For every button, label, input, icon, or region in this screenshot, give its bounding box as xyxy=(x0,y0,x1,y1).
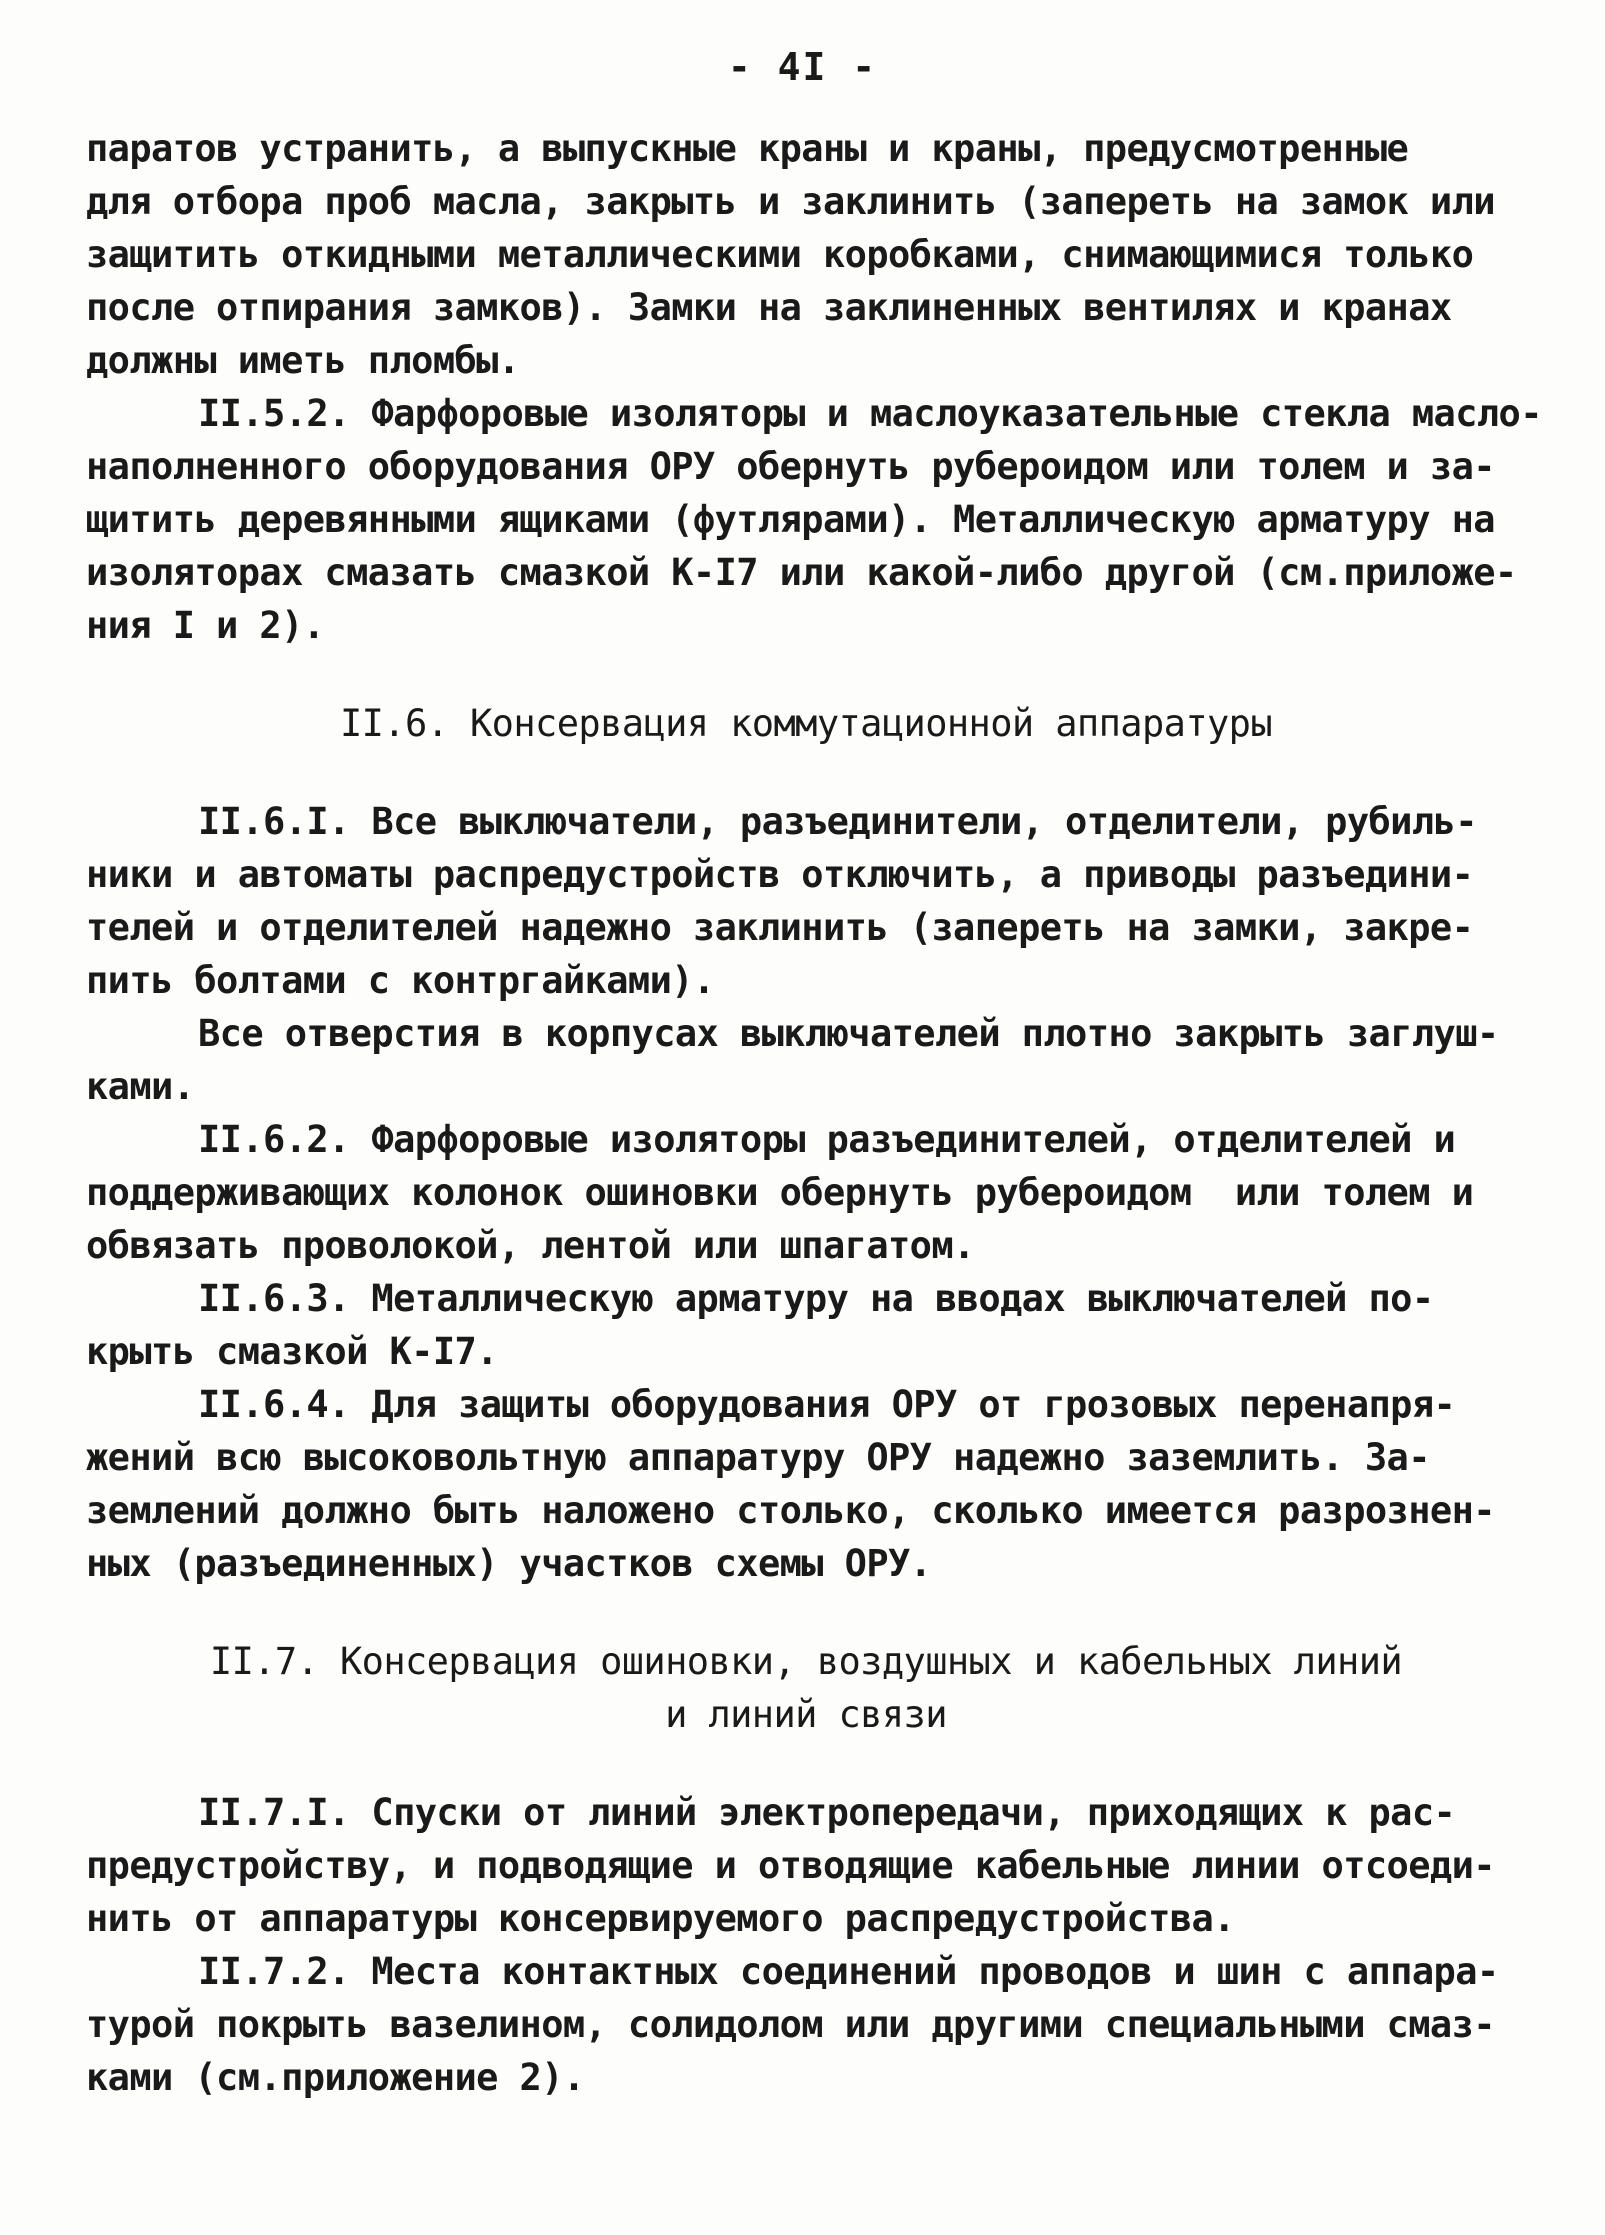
text-line: ники и автоматы распредустройств отключить, а приводы разъедини- xyxy=(86,853,1474,896)
section-heading-line: и линий связи xyxy=(665,1693,947,1736)
paragraph-first-line: II.6.3. Металлическую арматуру на вводах выключателей по- xyxy=(198,1277,1434,1320)
text-line: щитить деревянными ящиками (футлярами). Металлическую арматуру на xyxy=(86,498,1495,541)
text-line: жений всю высоковольтную аппаратуру ОРУ надежно заземлить. За- xyxy=(86,1436,1430,1479)
document-body xyxy=(86,122,1542,2104)
section-heading-line: II.7. Консервация ошиновки, воздушных и кабельных линий xyxy=(209,1640,1403,1683)
paragraph-first-line: II.7.I. Спуски от линий электропередачи, приходящих к рас- xyxy=(198,1791,1456,1834)
paragraph-first-line: Все отверстия в корпусах выключателей плотно закрыть заглуш- xyxy=(198,1012,1499,1055)
paragraph-first-line: II.5.2. Фарфоровые изоляторы и маслоуказательные стекла масло- xyxy=(198,392,1542,435)
text-line: землений должно быть наложено столько, сколько имеется разрознен- xyxy=(86,1489,1495,1532)
text-line: защитить откидными металлическими коробками, снимающимися только xyxy=(86,233,1474,276)
text-line: для отбора проб масла, закрыть и заклинить (запереть на замок или xyxy=(86,180,1495,223)
paragraph-first-line: II.7.2. Места контактных соединений проводов и шин с аппара- xyxy=(198,1950,1499,1993)
section-heading-line: II.6. Консервация коммутационной аппаратуры xyxy=(339,702,1273,745)
text-line: наполненного оборудования ОРУ обернуть рубероидом или толем и за- xyxy=(86,445,1495,488)
text-line: турой покрыть вазелином, солидолом или другими специальными смаз- xyxy=(86,2003,1495,2046)
paragraph-first-line: II.6.I. Все выключатели, разъединители, отделители, рубиль- xyxy=(198,800,1477,843)
text-line: ния I и 2). xyxy=(86,604,325,647)
text-line: поддерживающих колонок ошиновки обернуть рубероидом или толем и xyxy=(86,1171,1474,1214)
text-line: пить болтами с контргайками). xyxy=(86,959,715,1002)
text-line: предустройству, и подводящие и отводящие кабельные линии отсоеди- xyxy=(86,1844,1495,1887)
text-line: обвязать проволокой, лентой или шпагатом. xyxy=(86,1224,975,1267)
text-line: после отпирания замков). Замки на заклиненных вентилях и кранах xyxy=(86,286,1452,329)
text-line: изоляторах смазать смазкой К-I7 или какой-либо другой (см.приложе- xyxy=(86,551,1517,594)
section-heading xyxy=(86,1590,1526,1786)
text-line: нить от аппаратуры консервируемого распредустройства. xyxy=(86,1897,1235,1940)
text-line: паратов устранить, а выпускные краны и краны, предусмотренные xyxy=(86,127,1409,170)
section-heading xyxy=(86,652,1526,795)
text-line: крыть смазкой К-I7. xyxy=(86,1330,498,1373)
text-line: телей и отделителей надежно заклинить (запереть на замки, закре- xyxy=(86,906,1474,949)
page-number: - 4I - xyxy=(727,45,878,89)
text-line: ками. xyxy=(86,1065,195,1108)
text-line: должны иметь пломбы. xyxy=(86,339,520,382)
text-line: ных (разъединенных) участков схемы ОРУ. xyxy=(86,1542,932,1585)
paragraph-first-line: II.6.4. Для защиты оборудования ОРУ от грозовых перенапря- xyxy=(198,1383,1456,1426)
paragraph-first-line: II.6.2. Фарфоровые изоляторы разъединителей, отделителей и xyxy=(198,1118,1456,1161)
text-line: ками (см.приложение 2). xyxy=(86,2056,585,2099)
